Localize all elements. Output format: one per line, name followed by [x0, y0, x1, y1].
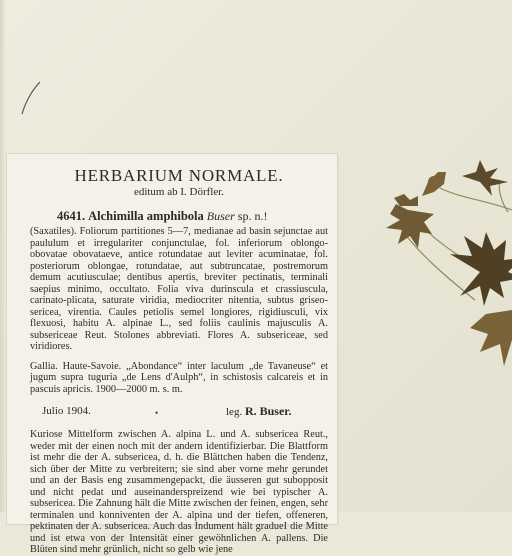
german-note: Kuriose Mittelform zwischen A. alpina L. und A. subsericea Reut., weder mit der einen noch mit der andern identifizierbar. Die Blattform ist mehr die der A. subsericea, d. h. die Blättchen haben die Tendenz, sich über der Mitte zu verbreitern; sie sind aber vorne mehr gerundet und an der Basis eng zusammengepackt, die äusseren gut subopposit und nicht pedat und auseinanderspreizend wie bei typischer A. subsericea. Die Zahnung hält die Mitte zwischen der feinen, engen, sehr terminalen und konniventen der A. alpina und der tiefen, offeneren, pektinaten der A. subsericea. Auch das Indument hält gradueI die Mitte und ist etwa von der Intensität einer gewöhnlichen A. pallens. Die Blüten sind mehr grünlich, nicht so gelb wie jene	[30, 429, 328, 555]
legit-prefix: leg.	[226, 406, 243, 418]
leaf-bottom-right	[470, 310, 512, 366]
leaf-top-left	[422, 172, 446, 196]
collection-row	[30, 405, 328, 419]
leaf-top-right	[462, 160, 508, 196]
species-name: Alchimilla amphibola	[88, 209, 204, 223]
label-title: HERBARIUM NORMALE.	[74, 166, 284, 185]
herbarium-label	[7, 154, 337, 555]
locality: Gallia. Haute-Savoie. „Abondance“ inter laculum „de Tavaneuse“ et jugum supra tuguria „de Lens d'Aulph“, in schistosis calcareis et in pascuis apricis. 1900—2000 m. s. m.	[30, 360, 328, 395]
leaf-center	[450, 232, 512, 306]
specimen-number: 4641.	[57, 209, 86, 223]
label-editor: editum ab I. Dörfler.	[133, 186, 225, 198]
species-author: Buser	[206, 209, 235, 223]
pencil-mark	[10, 78, 44, 118]
sheet-edge-shadow	[0, 0, 6, 512]
collector-name: R. Buser.	[244, 404, 292, 418]
separator-dot: •	[155, 408, 159, 418]
species-author-suffix: sp. n.!	[237, 209, 268, 223]
species-line	[30, 209, 328, 223]
pressed-plant-specimen	[380, 160, 512, 390]
collector	[226, 405, 292, 419]
collection-date: Julio 1904.	[42, 405, 91, 417]
latin-description: (Saxatiles). Foliorum partitiones 5—7, medianae ad basin sejunctae aut paululum et irregulariter conjunctulae, fol. inferiorum oblongo-obovatae obovataeve, antice rotundatae aut leviter acuminatae, fol. posteriorum oblongae, rotundatae, aut subtruncatae, postremorum demum acutiusculae; dentibus apertis, breviter pectinatis, terminali saepius minimo, occultato. Folia viva durinscula et crassiuscula, carinato-plicata, saturate viridia, mediocriter nitentia, subtus griseo-sericea, virentia. Caules petiolis semel longiores, rigidiusculi, vix flexuosi, habitu A. alpinae L., sed foliis caulinis majusculis A. subsericeae Reut. Stolones abbreviati. Flores A. subsericeae, sed viridiores.	[30, 226, 328, 352]
